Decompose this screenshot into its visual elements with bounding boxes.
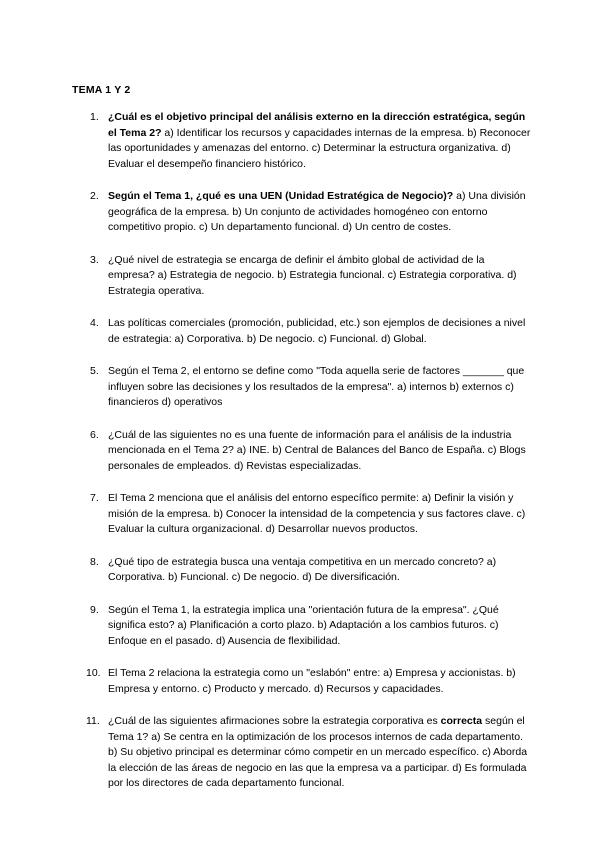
question-text: Según el Tema 1, la estrategia implica una "orientación futura de la empresa". ¿Qué significa esto? a) Planificación a corto plazo. b) Adaptación a los cambios futuros. c) Enfoque en el pasado. d) Ausencia de flexibilidad. — [108, 603, 499, 647]
question-text: Según el Tema 2, el entorno se define como "Toda aquella serie de factores _______ que influyen sobre las decisiones y los resultados de la empresa". a) internos b) externos c) financieros d) operativos — [108, 365, 525, 408]
question-text: ¿Qué tipo de estrategia busca una ventaja competitiva en un mercado concreto? a) Corporativa. b) Funcional. c) De negocio. d) De diversificación. — [108, 555, 497, 583]
question-list — [72, 110, 532, 809]
question-number: 5. — [90, 365, 99, 377]
question-number: 9. — [90, 603, 99, 616]
question-text: El Tema 2 menciona que el análisis del entorno específico permite: a) Definir la visión y misión de la empresa. b) Conocer la intensidad de la competencia y sus factores clave. c) Evaluar la cultura organizacional. d) Desarrollar nuevos productos. — [108, 492, 526, 535]
question-number: 7. — [90, 492, 99, 504]
question-number: 8. — [90, 555, 99, 568]
question-lead-text: ¿Cuál de las siguientes afirmaciones sobre la estrategia corporativa es — [108, 715, 441, 727]
question-text: ¿Cuál de las siguientes no es una fuente de información para el análisis de la industria mencionada en el Tema 2? a) INE. b) Central de Balances del Banco de España. c) Blogs personales de empleados. d) Revistas especializadas. — [108, 428, 526, 472]
question-text: Las políticas comerciales (promoción, publicidad, etc.) son ejemplos de decisiones a nivel de estrategia: a) Corporativa. b) De negocio. c) Funcional. d) Global. — [108, 317, 526, 345]
question-number: 10. — [86, 667, 101, 679]
question-item — [72, 189, 532, 236]
question-item — [72, 491, 532, 538]
question-bold-text: Según el Tema 1, ¿qué es una UEN (Unidad Estratégica de Negocio)? — [108, 190, 454, 202]
question-item — [72, 714, 532, 792]
question-answer-text: según el Tema 1? a) Se centra en la optimización de los procesos internos de cada departamento. b) Su objetivo principal es determinar cómo competir en un mercado específico. c) Aborda la elección de las áreas de negocio en las que la empresa va a participar. d) Es formulada por los directores de cada departamento funcional. — [108, 715, 528, 789]
question-item — [72, 603, 532, 650]
question-number: 2. — [90, 190, 99, 202]
question-bold-text: correcta — [440, 715, 483, 727]
question-item — [72, 428, 532, 475]
question-text: ¿Qué nivel de estrategia se encarga de definir el ámbito global de actividad de la empresa? a) Estrategia de negocio. b) Estrategia funcional. c) Estrategia corporativa. d) Estrategia operativa. — [108, 253, 517, 297]
question-text — [108, 111, 530, 170]
question-number: 4. — [90, 317, 99, 329]
question-item — [72, 666, 532, 697]
question-number: 3. — [90, 253, 99, 266]
question-answer-text: a) Identificar los recursos y capacidades internas de la empresa. b) Reconocer las oportunidades y amenazas del entorno. c) Determinar la estructura organizativa. d) Evaluar el desempeño financiero histórico. — [108, 126, 531, 170]
question-item — [72, 316, 532, 347]
question-text — [108, 190, 526, 233]
question-item — [72, 110, 532, 172]
question-item — [72, 253, 532, 300]
question-text: El Tema 2 relaciona la estrategia como un "eslabón" entre: a) Empresa y accionistas. b) Empresa y entorno. c) Producto y mercado. d) Recursos y capacidades. — [108, 667, 516, 695]
question-number: 1. — [90, 111, 99, 123]
question-number: 6. — [90, 428, 99, 441]
question-text — [108, 715, 527, 789]
question-item — [72, 364, 532, 411]
question-item — [72, 555, 532, 586]
question-answer-text: a) Una división geográfica de la empresa. b) Un conjunto de actividades homogéneo con entorno competitivo propio. c) Un departamento funcional. d) Un centro de costes. — [108, 190, 526, 233]
document-title: TEMA 1 Y 2 — [72, 84, 131, 96]
question-number: 11. — [86, 715, 100, 727]
question-bold-text: ¿Cuál es el objetivo principal del análisis externo en la dirección estratégica, según el Tema 2? — [108, 111, 526, 139]
